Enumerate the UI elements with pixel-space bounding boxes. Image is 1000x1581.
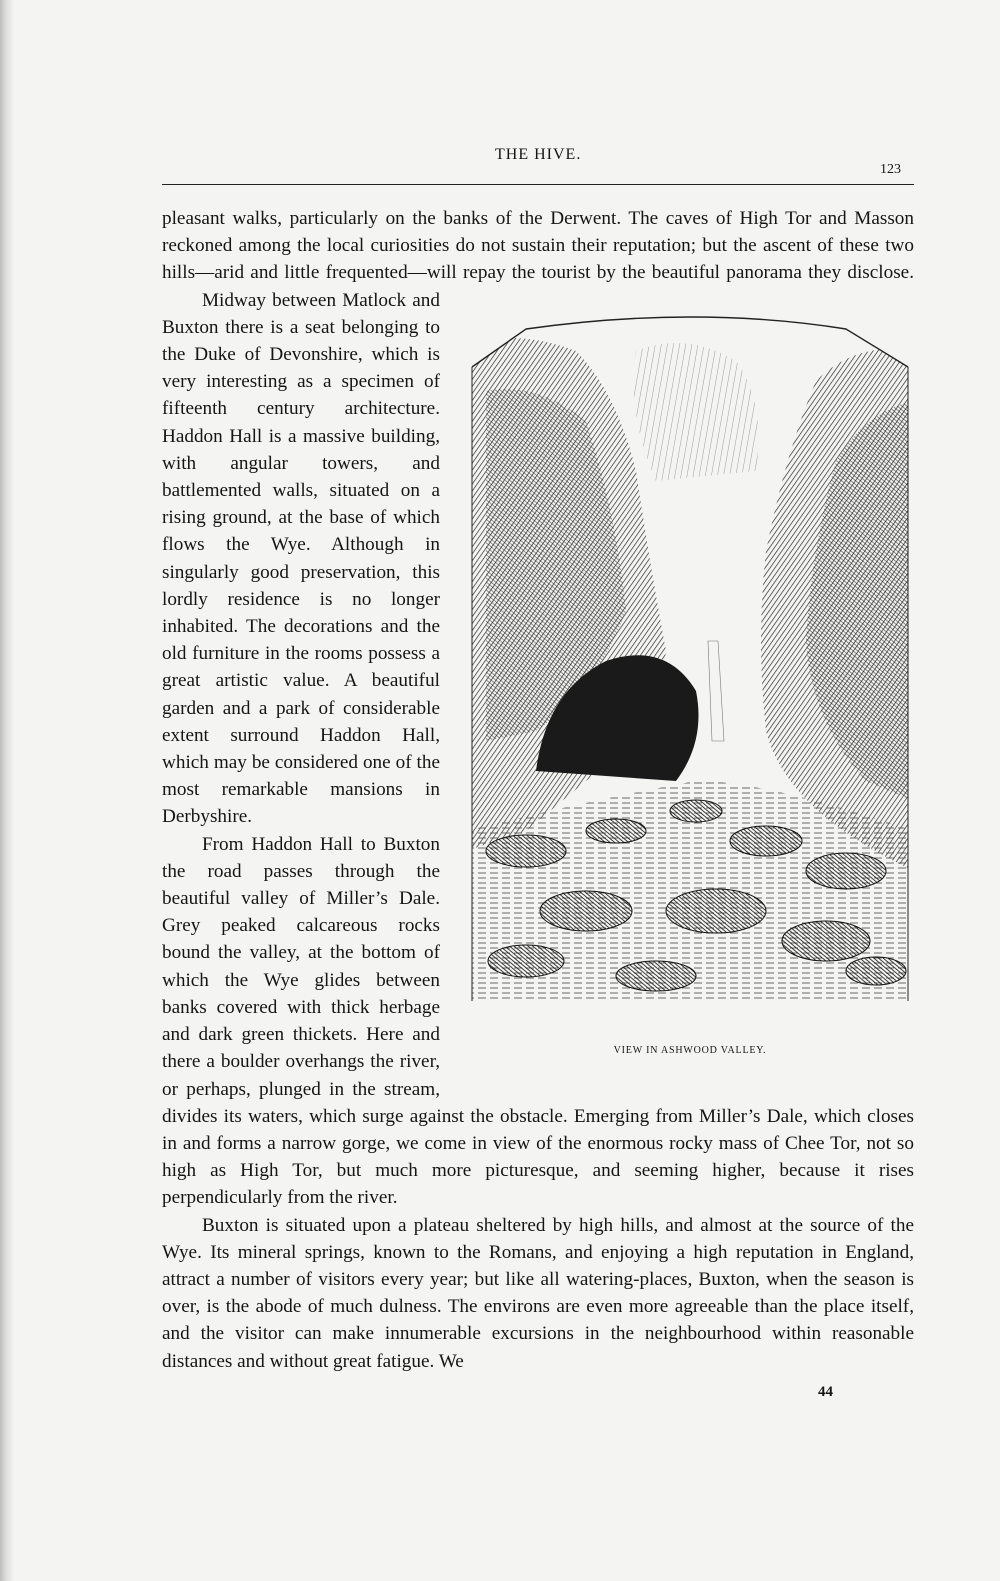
page-number: 123: [880, 162, 901, 177]
paragraph-haddon-hall: Midway between Matlock and Buxton there is a seat belonging to the Duke of Devonshire, which is very interesting as a specimen of fifteenth century architecture. Haddon Hall is a massive building, with angular towers, and battlemented walls, situated on a rising ground, at the base of which flows the Wye. Although in singularly good preservation, this lordly residence is no longer inhabited. The decorations and the old furniture in the rooms possess a great artistic value. A beautiful garden and a park of considerable extent surround Haddon Hall, which may be considered one of the most remarkable mansions in Derbyshire.: [162, 289, 440, 828]
figure-ashwood-valley: [466, 311, 914, 1101]
page-body: [162, 205, 914, 1375]
gorge-engraving: [466, 311, 914, 1011]
page-edge-shadow: [0, 0, 14, 1581]
running-head: [0, 146, 1000, 177]
paragraph-pleasant-walks: pleasant walks, particularly on the banks of the Derwent. The caves of High Tor and Masson reckoned among the local curiosities do not sustain their reputation; but the ascent of these two hills—arid and little frequented—will repay the tourist by the beautiful panorama they disclose.: [162, 208, 914, 284]
running-title: THE HIVE.: [495, 146, 582, 163]
signature-mark: 44: [818, 1384, 833, 1400]
header-rule: [162, 184, 914, 185]
paragraph-millers-dale: From Haddon Hall to Buxton the road passes through the beautiful valley of Miller’s Dale. Grey peaked calcareous rocks bound the valley, at the bottom of which the Wye glides between banks covered with thick herbage and dark green thickets. Here and there a boulder overhangs the river, or perhaps, plunged in the stream, divides its waters, which surge against the obstacle. Emerging from Miller’s Dale, which closes in and forms a narrow gorge, we come in view of the enormous rocky mass of Chee Tor, not so high as High Tor, but much more picturesque, and seeming higher, because it rises perpendicularly from the river.: [162, 833, 914, 1209]
paragraph-buxton: Buxton is situated upon a plateau sheltered by high hills, and almost at the source of the Wye. Its mineral springs, known to the Romans, and enjoying a high reputation in England, attract a number of visitors every year; but like all watering-places, Buxton, when the season is over, is the abode of much dulness. The environs are even more agreeable than the place itself, and the visitor can make innumerable excursions in the neighbourhood within reasonable distances and without great fatigue. We: [162, 1214, 914, 1372]
figure-caption: VIEW IN ASHWOOD VALLEY.: [613, 1044, 767, 1056]
